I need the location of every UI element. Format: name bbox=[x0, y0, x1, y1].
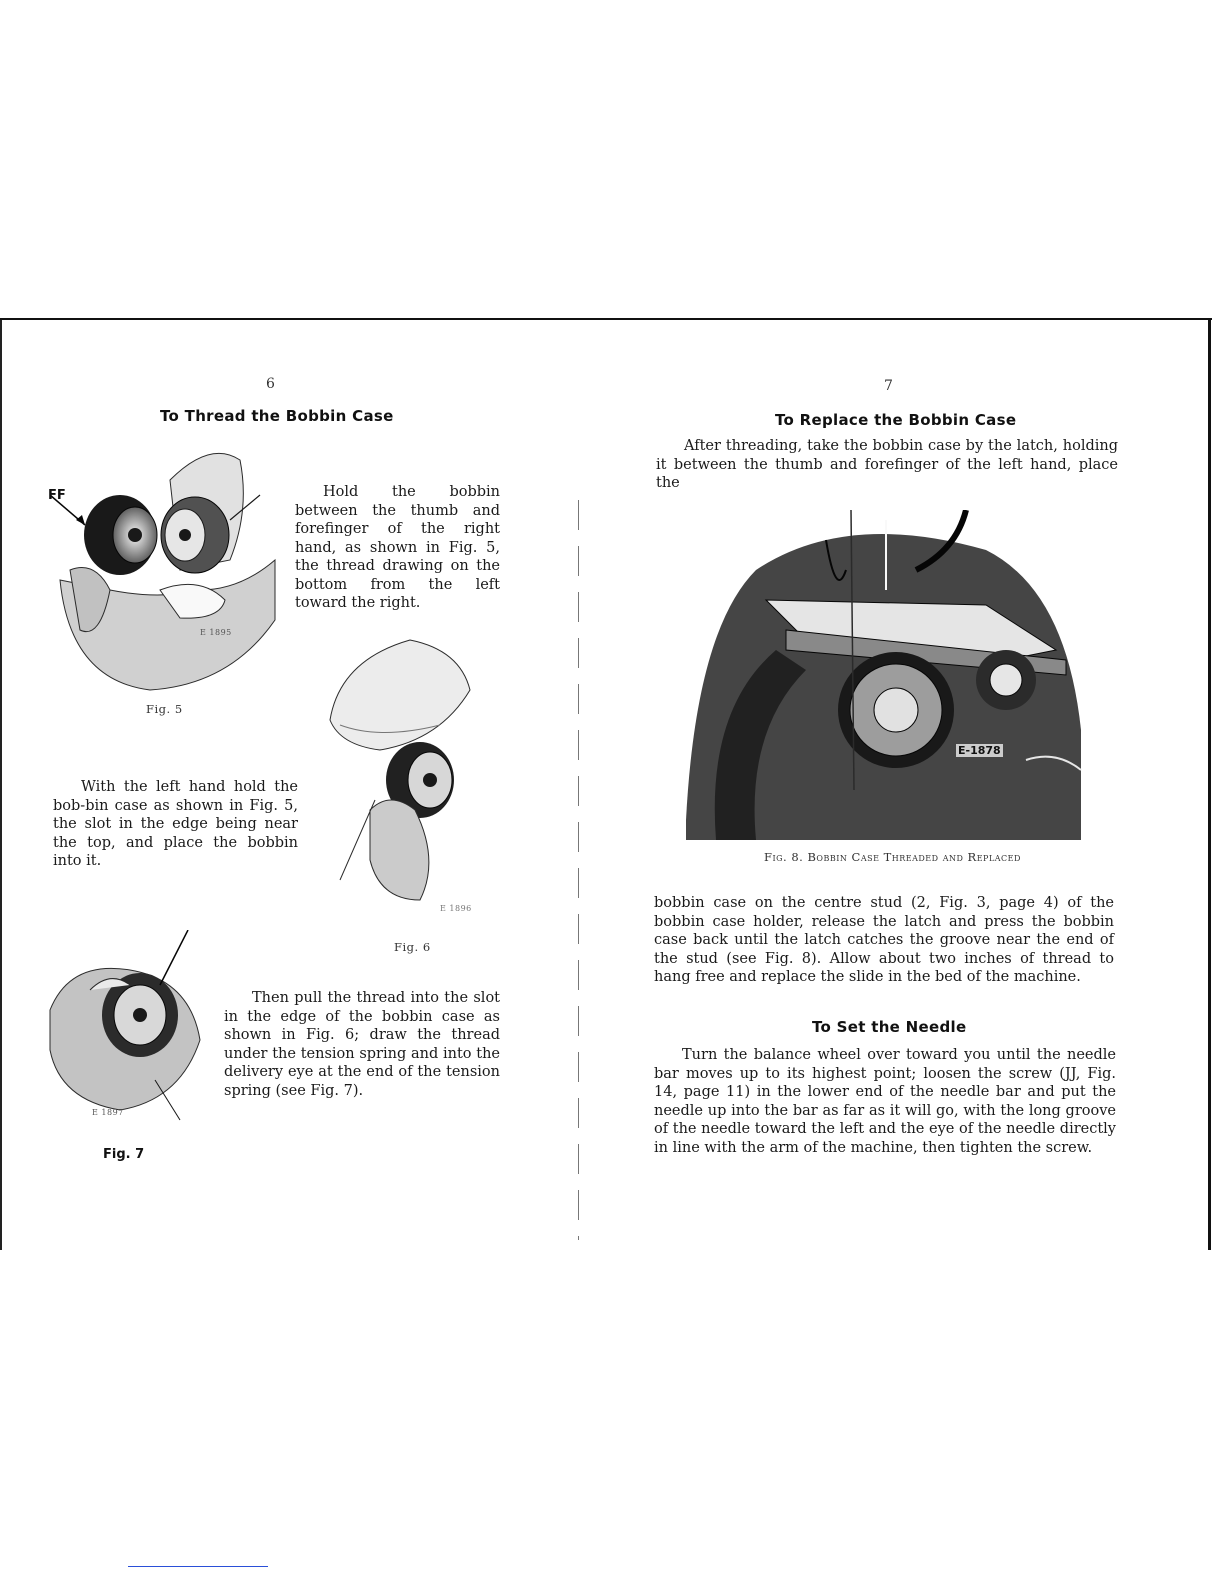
spread-right-border bbox=[1208, 320, 1211, 1250]
fig5-illustration bbox=[40, 440, 280, 700]
page-number-right: 7 bbox=[884, 378, 893, 394]
fig8-illustration bbox=[686, 510, 1086, 840]
fig8-caption: Fig. 8. Bobbin Case Threaded and Replaced bbox=[764, 850, 1021, 864]
para-pull-thread: Then pull the thread into the slot in the edge of the bobbin case as shown in Fig. 6; draw the thread under the tension spring and into the delivery eye at the end of the tension spring (see Fig. 7). bbox=[224, 990, 500, 1099]
fig6-caption: Fig. 6 bbox=[394, 940, 431, 954]
bottom-blue-rule bbox=[128, 1566, 268, 1567]
fig5-label-ff: FF bbox=[48, 488, 66, 503]
spread-left-border bbox=[0, 320, 2, 1250]
para-hold-bobbin: Hold the bobbin between the thumb and forefinger of the right hand, as shown in Fig. 5, the thread drawing on the bottom from the left toward the right. bbox=[295, 484, 500, 611]
fig6-plate-number: E 1896 bbox=[440, 904, 472, 913]
fig6-illustration bbox=[320, 630, 490, 910]
page-number-left: 6 bbox=[266, 376, 275, 392]
heading-set-needle: To Set the Needle bbox=[812, 1018, 967, 1036]
fig5-plate-number: E 1895 bbox=[200, 628, 232, 637]
heading-replace-bobbin-case: To Replace the Bobbin Case bbox=[775, 411, 1017, 429]
para-set-needle: Turn the balance wheel over toward you until the needle bar moves up to its highest point; loosen the screw (JJ, Fig. 14, page 11) in the lower end of the needle bar and put the needle up into the bar as far as it will go, with the long groove of the needle toward the left and the eye of the needle directly in line with the arm of the machine, then tighten the screw. bbox=[654, 1047, 1116, 1156]
fig8-plate-number: E-1878 bbox=[958, 744, 1001, 757]
fig7-caption: Fig. 7 bbox=[103, 1147, 145, 1162]
para-centre-stud: bobbin case on the centre stud (2, Fig. 3, page 4) of the bobbin case holder, release the latch and press the bobbin case back until the latch catches the groove near the end of the stud (see Fig. 8). Allow about two inches of thread to hang free and replace the slide in the bed of the machine. bbox=[654, 895, 1114, 985]
fig7-illustration bbox=[40, 930, 210, 1130]
spread-top-border bbox=[0, 318, 1212, 320]
fig5-caption: Fig. 5 bbox=[146, 702, 183, 716]
para-left-hand: With the left hand hold the bob-bin case as shown in Fig. 5, the slot in the edge being near the top, and place the bobbin into it. bbox=[53, 779, 298, 869]
page-gutter bbox=[578, 500, 579, 1240]
fig7-plate-number: E 1897 bbox=[92, 1108, 124, 1117]
heading-thread-bobbin-case: To Thread the Bobbin Case bbox=[160, 407, 394, 425]
para-after-threading: After threading, take the bobbin case by the latch, holding it between the thumb and forefinger of the left hand, place the bbox=[656, 438, 1118, 491]
